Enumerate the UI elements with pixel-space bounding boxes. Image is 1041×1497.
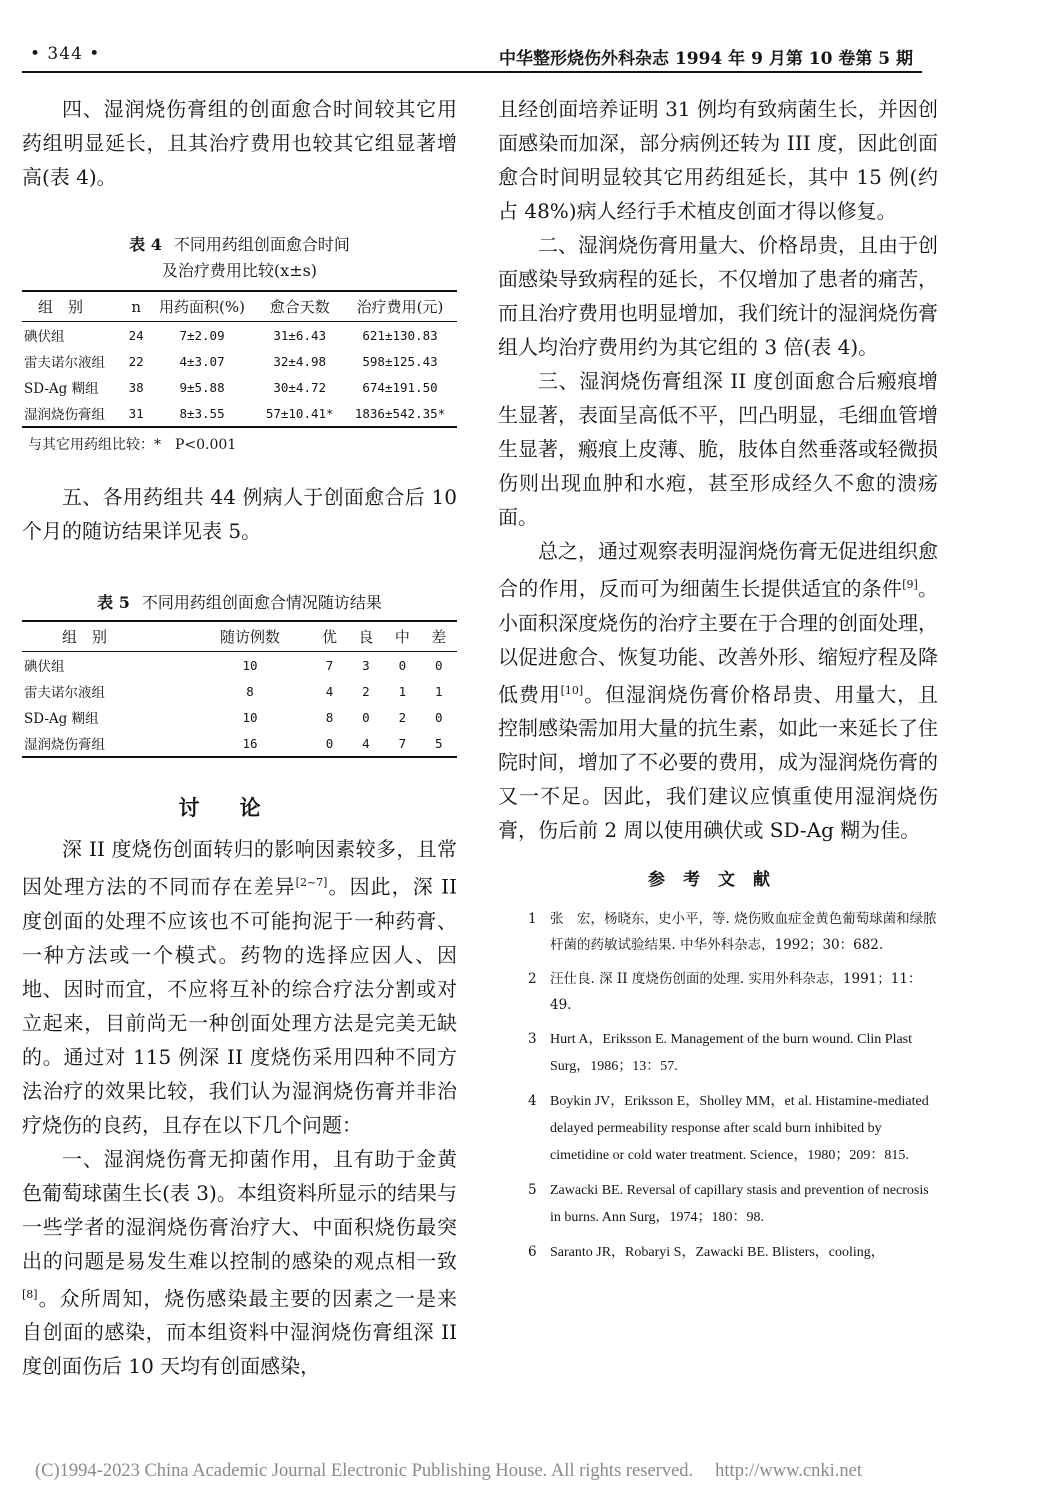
table-cell: 8 [246, 683, 254, 699]
table-cell: 7±2.09 [179, 327, 225, 343]
cnki-link[interactable]: http://www.cnki.net [715, 1461, 862, 1481]
table-cell: 31 [125, 400, 148, 427]
table5-col-group: 组 别 [22, 621, 189, 652]
table-cell: 0 [362, 709, 370, 725]
discussion-text-2a: 一、湿润烧伤膏无抑菌作用，且有助于金黄色葡萄球菌生长(表 3)。本组资料所显示的结果与一些学者的湿润烧伤膏治疗大、中面积烧伤最突出的问题是易发生难以控制的感染的观点相一致 [22, 1146, 457, 1273]
reference-text: 张 宏，杨晓东，史小平，等. 烧伤败血症金黄色葡萄球菌和绿脓杆菌的药敏试验结果. 中华外科杂志，1992；30：682. [550, 911, 937, 954]
table-cell: 8 [325, 709, 334, 725]
table5-label: 表 5 [97, 593, 130, 612]
table4-col-n: n [125, 291, 148, 322]
conclusion-text-a: 总之，通过观察表明湿润烧伤膏无促进组织愈合的作用，反而可为细菌生长提供适宜的条件 [498, 539, 938, 601]
table-cell: 0 [311, 730, 347, 757]
right-paragraph-3: 三、湿润烧伤膏组深 II 度创面愈合后瘢痕增生显著，表面呈高低不平，凹凸明显，毛细血管增生显著，瘢痕上皮薄、脆，肢体自然垂落或轻微损伤则出现血肿和水疱，甚至形成经久不愈的溃疡面。 [498, 369, 938, 529]
discussion-title: 讨论 [178, 795, 301, 820]
table5-header-row [22, 621, 457, 652]
table5-col-fair: 中 [384, 621, 420, 652]
citation: [10] [560, 683, 584, 697]
table-cell: 24 [128, 327, 144, 343]
table-cell: 8±3.55 [148, 400, 257, 427]
table-cell: 4 [325, 683, 334, 699]
table4-col-cost: 治疗费用(元) [343, 291, 457, 322]
table-cell: 30±4.72 [273, 379, 327, 395]
table-cell: 38 [128, 379, 144, 395]
table-cell: 湿润烧伤膏组 [22, 730, 189, 757]
table-cell: 碘伏组 [24, 329, 65, 345]
conclusion-text-b: 。小面积深度烧伤的治疗主要在于合理的创面处理，以促进愈合、恢复功能、改善外形、缩短疗程及降低费用 [498, 576, 939, 707]
table-row [22, 704, 457, 730]
header-rule [22, 71, 922, 73]
table-cell: 1836±542.35* [343, 400, 457, 427]
left-column [22, 92, 457, 1383]
reference-text: Zawacki BE. Reversal of capillary stasis and prevention of necrosis in burns. Ann Surg，1974；180：98. [550, 1183, 929, 1226]
table-cell: 621±130.83 [362, 327, 438, 343]
right-paragraph-2: 二、湿润烧伤膏用量大、价格昂贵，且由于创面感染导致病程的延长，不仅增加了患者的痛苦，而且治疗费用也明显增加，我们统计的湿润烧伤膏组人均治疗费用约为其它组的 3 倍(表 4)。 [498, 233, 938, 359]
table-cell: 2 [398, 709, 407, 725]
table-row [22, 374, 457, 400]
reference-number: 5 [528, 1182, 537, 1199]
copyright-footer [35, 1461, 862, 1482]
table5-col-good: 良 [348, 621, 384, 652]
table-cell: 7 [325, 657, 334, 673]
table-cell: 9±5.88 [179, 379, 225, 395]
table-cell: 31±6.43 [273, 327, 327, 343]
copyright-text: (C)1994-2023 China Academic Journal Electronic Publishing House. All rights reserved. [35, 1461, 694, 1481]
table-cell: 1 [398, 683, 407, 699]
table5-col-count: 随访例数 [189, 621, 312, 652]
table4-col-group: 组 别 [22, 291, 125, 322]
table-cell: 0 [435, 657, 443, 673]
table-cell: SD-Ag 糊组 [24, 381, 99, 397]
citation: [2~7] [295, 876, 328, 889]
conclusion-paragraph [498, 534, 938, 847]
reference-item [498, 1239, 938, 1266]
table4-footnote: 与其它用药组比较：* P<0.001 [28, 437, 237, 453]
reference-number: 3 [528, 1031, 537, 1048]
table5-title: 不同用药组创面愈合情况随访结果 [141, 593, 382, 612]
right-column [498, 92, 938, 1274]
table-cell: 32±4.98 [273, 353, 327, 369]
table-row [22, 348, 457, 374]
table5-caption [22, 590, 457, 616]
table-row [22, 652, 457, 679]
table-row [22, 678, 457, 704]
table-cell: 雷夫诺尔液组 [24, 355, 105, 371]
table-cell: 1 [435, 683, 443, 699]
reference-item [498, 906, 938, 958]
table-row [22, 400, 457, 427]
table-cell: 4±3.07 [179, 353, 225, 369]
table-cell: 5 [421, 730, 457, 757]
table-cell: 3 [362, 657, 370, 673]
table4-title-line2: 及治疗费用比较(x±s) [161, 261, 318, 280]
table-cell: 0 [398, 657, 407, 673]
table-cell: 598±125.43 [362, 353, 438, 369]
reference-text: 汪仕良. 深 II 度烧伤创面的处理. 实用外科杂志，1991；11：49. [550, 971, 922, 1014]
table4-col-area: 用药面积(%) [148, 291, 257, 322]
reference-number: 4 [528, 1093, 537, 1110]
table4-title-line1: 不同用药组创面愈合时间 [173, 235, 350, 254]
table-row [22, 322, 457, 349]
table-row [22, 730, 457, 757]
table4-caption [22, 232, 457, 258]
page-number: • 344 • [30, 44, 101, 64]
table-cell: 674±191.50 [362, 379, 438, 395]
reference-item [498, 1177, 938, 1231]
reference-number: 2 [528, 971, 537, 988]
conclusion-text-c: 。但湿润烧伤膏价格昂贵、用量大，且控制感染需加用大量的抗生素，如此一来延长了住院时间，增加了不必要的费用，成为湿润烧伤膏的又一不足。因此，我们建议应慎重使用湿润烧伤膏，伤后前 2 周以使用碘伏或 SD-Ag 糊为佳。 [498, 682, 939, 843]
table-cell: 16 [189, 730, 312, 757]
references-title: 参考文献 [648, 870, 788, 891]
reference-item [498, 1088, 938, 1169]
table-cell: 57±10.41* [256, 400, 343, 427]
table-cell: 7 [384, 730, 420, 757]
table4-header-row [22, 291, 457, 322]
reference-item [498, 1026, 938, 1080]
journal-header: 中华整形烧伤外科杂志 1994 年 9 月第 10 卷第 5 期 [499, 49, 913, 69]
reference-item [498, 966, 938, 1018]
discussion-paragraph-1 [22, 832, 457, 1142]
table5-col-excellent: 优 [311, 621, 347, 652]
table-cell: 10 [242, 657, 258, 673]
table5 [22, 620, 457, 758]
citation: [9] [902, 578, 918, 591]
table4 [22, 290, 457, 428]
table-cell: 22 [128, 353, 144, 369]
discussion-text-1b: 。因此，深 II 度创面的处理不应该也不可能拘泥于一种药膏、一种方法或一个模式。药物的选择应因人、因地、因时而宜，不应将互补的综合疗法分割或对立起来，目前尚无一种创面处理方法是完美无缺的。通过对 115 例深 II 度烧伤采用四种不同方法治疗的效果比较，我们认为湿润烧伤膏并非治疗烧伤的良药，且存在以下几个问题： [22, 874, 457, 1137]
reference-text: Boykin JV，Eriksson E，Sholley MM，et al. Histamine-mediated delayed permeability response after scald burn inhibited by cimetidine or cold water treatment. Science，1980；209：815. [550, 1094, 929, 1164]
table-cell: 碘伏组 [24, 659, 65, 675]
table4-col-days: 愈合天数 [256, 291, 343, 322]
table-cell: SD-Ag 糊组 [24, 711, 99, 727]
table5-col-poor: 差 [421, 621, 457, 652]
reference-list [498, 906, 938, 1266]
paragraph-5: 五、各用药组共 44 例病人于创面愈合后 10 个月的随访结果详见表 5。 [22, 485, 457, 543]
table-cell: 雷夫诺尔液组 [24, 685, 105, 701]
reference-number: 6 [528, 1244, 537, 1261]
table-cell: 10 [242, 709, 258, 725]
table-cell: 2 [362, 683, 370, 699]
discussion-paragraph-2 [22, 1142, 457, 1384]
table4-label: 表 4 [129, 235, 162, 254]
reference-text: Saranto JR，Robaryi S，Zawacki BE. Blisters，cooling， [550, 1245, 885, 1261]
discussion-text-2b: 。众所周知，烧伤感染最主要的因素之一是来自创面的感染，而本组资料中湿润烧伤膏组深 II 度创面伤后 10 天均有创面感染， [22, 1286, 457, 1379]
discussion-text-1a: 深 II 度烧伤创面转归的影响因素较多，且常因处理方法的不同而存在差异 [22, 837, 457, 899]
table-cell: 湿润烧伤膏组 [22, 400, 125, 427]
citation: [8] [22, 1287, 38, 1301]
right-paragraph-1: 且经创面培养证明 31 例均有致病菌生长，并因创面感染而加深，部分病例还转为 III 度，因此创面愈合时间明显较其它用药组延长，其中 15 例(约占 48%)病人经行手术植皮创面才得以修复。 [498, 97, 938, 223]
table-cell: 4 [348, 730, 384, 757]
reference-text: Hurt A，Eriksson E. Management of the burn wound. Clin Plast Surg，1986；13：57. [550, 1032, 913, 1075]
table-cell: 0 [435, 709, 443, 725]
paragraph-4: 四、湿润烧伤膏组的创面愈合时间较其它用药组明显延长，且其治疗费用也较其它组显著增高(表 4)。 [22, 97, 457, 189]
reference-number: 1 [528, 911, 537, 928]
